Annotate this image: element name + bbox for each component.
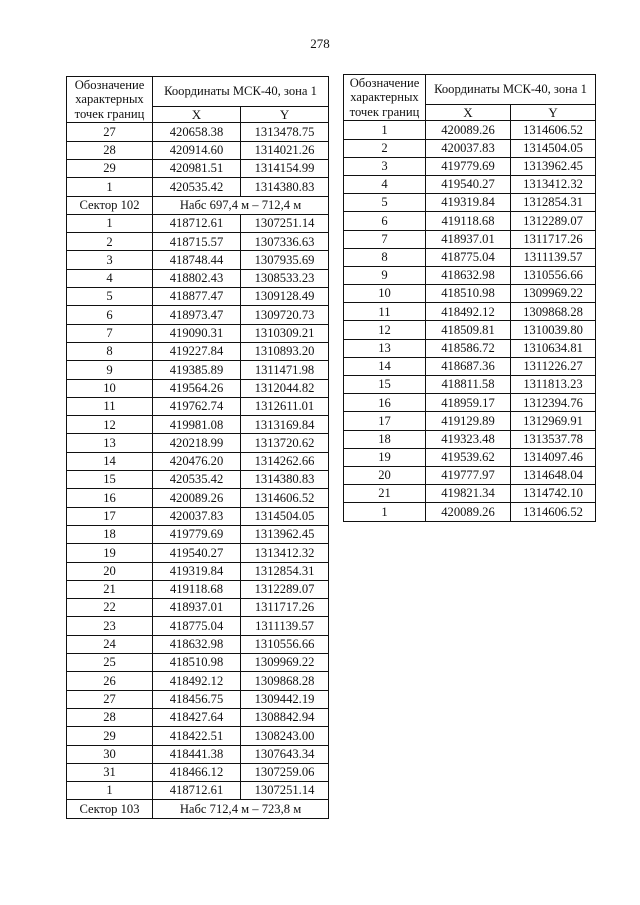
table-row [344, 139, 596, 157]
table-row [344, 194, 596, 212]
x-coordinate-cell: 420658.38 [153, 123, 241, 141]
y-coordinate-cell: 1314262.66 [241, 452, 329, 470]
table-row [344, 339, 596, 357]
point-number-cell: 7 [67, 324, 153, 342]
x-coordinate-cell: 419118.68 [426, 212, 511, 230]
y-coordinate-cell: 1310039.80 [511, 321, 596, 339]
point-number-cell: 6 [344, 212, 426, 230]
x-coordinate-cell: 419319.84 [153, 562, 241, 580]
table-row [344, 485, 596, 503]
y-coordinate-cell: 1314606.52 [241, 489, 329, 507]
point-number-cell: 1 [67, 214, 153, 232]
point-number-cell: 16 [344, 394, 426, 412]
x-coordinate-cell: 420089.26 [426, 503, 511, 521]
point-number-cell: 13 [344, 339, 426, 357]
x-column-header: X [426, 104, 511, 121]
designation-header [67, 77, 153, 123]
table-row [67, 617, 329, 635]
x-coordinate-cell: 418973.47 [153, 306, 241, 324]
coord-system-header: Координаты МСК-40, зона 1 [426, 75, 596, 105]
table-row [67, 489, 329, 507]
point-number-cell: 8 [344, 248, 426, 266]
point-number-cell: 15 [344, 376, 426, 394]
x-coordinate-cell: 418456.75 [153, 690, 241, 708]
y-coordinate-cell: 1309442.19 [241, 690, 329, 708]
point-number-cell: 21 [344, 485, 426, 503]
y-coordinate-cell: 1314097.46 [511, 448, 596, 466]
sector-height-cell: Набс 712,4 м – 723,8 м [153, 800, 329, 818]
point-number-cell: 10 [344, 285, 426, 303]
point-number-cell: 29 [67, 160, 153, 178]
table-row [67, 525, 329, 543]
table-row [67, 123, 329, 141]
designation-header-line3: точек границ [74, 106, 145, 121]
table-row [344, 121, 596, 139]
y-coordinate-cell: 1312394.76 [511, 394, 596, 412]
point-number-cell: 16 [67, 489, 153, 507]
point-number-cell: 19 [344, 448, 426, 466]
point-number-cell: 3 [344, 157, 426, 175]
x-coordinate-cell: 419227.84 [153, 342, 241, 360]
table-row [67, 306, 329, 324]
y-coordinate-cell: 1314380.83 [241, 178, 329, 196]
point-number-cell: 30 [67, 745, 153, 763]
coord-system-header: Координаты МСК-40, зона 1 [153, 77, 329, 107]
x-coordinate-cell: 419319.84 [426, 194, 511, 212]
x-coordinate-cell: 419539.62 [426, 448, 511, 466]
table-row [344, 412, 596, 430]
y-coordinate-cell: 1313962.45 [241, 525, 329, 543]
y-coordinate-cell: 1309969.22 [511, 285, 596, 303]
point-number-cell: 3 [67, 251, 153, 269]
table-row [67, 745, 329, 763]
point-number-cell: 2 [67, 233, 153, 251]
table-row [67, 727, 329, 745]
table-row [67, 342, 329, 360]
x-coordinate-cell: 418466.12 [153, 763, 241, 781]
table-row [67, 160, 329, 178]
y-coordinate-cell: 1309868.28 [511, 303, 596, 321]
x-coordinate-cell: 418586.72 [426, 339, 511, 357]
sector-height-cell: Набс 697,4 м – 712,4 м [153, 196, 329, 214]
y-coordinate-cell: 1311471.98 [241, 361, 329, 379]
table-row [67, 654, 329, 672]
x-coordinate-cell: 418422.51 [153, 727, 241, 745]
coordinates-table-right [343, 74, 596, 522]
table-row [344, 357, 596, 375]
table-row [67, 214, 329, 232]
point-number-cell: 27 [67, 123, 153, 141]
y-coordinate-cell: 1314504.05 [241, 507, 329, 525]
x-coordinate-cell: 420476.20 [153, 452, 241, 470]
table-row [67, 507, 329, 525]
x-coordinate-cell: 418632.98 [153, 635, 241, 653]
table-row [344, 230, 596, 248]
table-row [67, 471, 329, 489]
point-number-cell: 1 [67, 178, 153, 196]
y-coordinate-cell: 1312854.31 [511, 194, 596, 212]
x-coordinate-cell: 420535.42 [153, 178, 241, 196]
table-row [67, 544, 329, 562]
table-row [344, 448, 596, 466]
table-row [67, 763, 329, 781]
x-coordinate-cell: 418712.61 [153, 782, 241, 800]
point-number-cell: 23 [67, 617, 153, 635]
y-coordinate-cell: 1310634.81 [511, 339, 596, 357]
point-number-cell: 21 [67, 580, 153, 598]
x-coordinate-cell: 420914.60 [153, 141, 241, 159]
point-number-cell: 6 [67, 306, 153, 324]
point-number-cell: 18 [67, 525, 153, 543]
y-coordinate-cell: 1309720.73 [241, 306, 329, 324]
y-coordinate-cell: 1312969.91 [511, 412, 596, 430]
y-coordinate-cell: 1310556.66 [241, 635, 329, 653]
x-coordinate-cell: 418937.01 [153, 599, 241, 617]
x-coordinate-cell: 419385.89 [153, 361, 241, 379]
point-number-cell: 5 [344, 194, 426, 212]
x-coordinate-cell: 419118.68 [153, 580, 241, 598]
y-coordinate-cell: 1311139.57 [511, 248, 596, 266]
table-body-right [344, 121, 596, 521]
table-row [67, 708, 329, 726]
y-coordinate-cell: 1308243.00 [241, 727, 329, 745]
x-coordinate-cell: 419779.69 [153, 525, 241, 543]
designation-header-line1: Обозначение [349, 76, 420, 90]
table-row [344, 394, 596, 412]
y-coordinate-cell: 1313720.62 [241, 434, 329, 452]
y-column-header: Y [511, 104, 596, 121]
y-coordinate-cell: 1311813.23 [511, 376, 596, 394]
point-number-cell: 1 [344, 503, 426, 521]
point-number-cell: 13 [67, 434, 153, 452]
x-coordinate-cell: 420535.42 [153, 471, 241, 489]
y-coordinate-cell: 1314154.99 [241, 160, 329, 178]
point-number-cell: 1 [67, 782, 153, 800]
table-row [344, 303, 596, 321]
table-row [67, 288, 329, 306]
table-row [344, 503, 596, 521]
table-row [67, 434, 329, 452]
x-coordinate-cell: 419779.69 [426, 157, 511, 175]
point-number-cell: 14 [67, 452, 153, 470]
table-row [67, 562, 329, 580]
point-number-cell: 26 [67, 672, 153, 690]
point-number-cell: 20 [67, 562, 153, 580]
designation-header [344, 75, 426, 121]
y-coordinate-cell: 1311139.57 [241, 617, 329, 635]
point-number-cell: 20 [344, 466, 426, 484]
point-number-cell: 11 [344, 303, 426, 321]
table-row [67, 416, 329, 434]
table-row [344, 248, 596, 266]
table-row [344, 212, 596, 230]
x-coordinate-cell: 418802.43 [153, 269, 241, 287]
table-row [344, 376, 596, 394]
x-coordinate-cell: 418687.36 [426, 357, 511, 375]
point-number-cell: 28 [67, 141, 153, 159]
y-coordinate-cell: 1314606.52 [511, 121, 596, 139]
table-row [344, 466, 596, 484]
y-coordinate-cell: 1307251.14 [241, 782, 329, 800]
point-number-cell: 15 [67, 471, 153, 489]
x-coordinate-cell: 418712.61 [153, 214, 241, 232]
point-number-cell: 28 [67, 708, 153, 726]
x-coordinate-cell: 418877.47 [153, 288, 241, 306]
point-number-cell: 1 [344, 121, 426, 139]
table-row [344, 157, 596, 175]
table-row [67, 379, 329, 397]
x-coordinate-cell: 419323.48 [426, 430, 511, 448]
x-coordinate-cell: 418510.98 [153, 654, 241, 672]
x-coordinate-cell: 418427.64 [153, 708, 241, 726]
x-coordinate-cell: 420981.51 [153, 160, 241, 178]
sector-row [67, 196, 329, 214]
table-row [67, 361, 329, 379]
y-coordinate-cell: 1310893.20 [241, 342, 329, 360]
table-row [67, 452, 329, 470]
table-row [344, 430, 596, 448]
point-number-cell: 9 [344, 266, 426, 284]
y-coordinate-cell: 1312854.31 [241, 562, 329, 580]
point-number-cell: 4 [344, 175, 426, 193]
x-coordinate-cell: 420089.26 [153, 489, 241, 507]
table-row [67, 324, 329, 342]
designation-header-line2: характерных [350, 90, 419, 105]
point-number-cell: 22 [67, 599, 153, 617]
y-coordinate-cell: 1313478.75 [241, 123, 329, 141]
y-coordinate-cell: 1312611.01 [241, 397, 329, 415]
y-coordinate-cell: 1307336.63 [241, 233, 329, 251]
point-number-cell: 12 [67, 416, 153, 434]
table-row [67, 635, 329, 653]
y-coordinate-cell: 1312289.07 [241, 580, 329, 598]
x-coordinate-cell: 420037.83 [426, 139, 511, 157]
table-row [67, 269, 329, 287]
designation-header-line3: точек границ [349, 104, 420, 119]
point-number-cell: 7 [344, 230, 426, 248]
point-number-cell: 18 [344, 430, 426, 448]
x-coordinate-cell: 419090.31 [153, 324, 241, 342]
x-coordinate-cell: 418492.12 [153, 672, 241, 690]
y-coordinate-cell: 1311717.26 [241, 599, 329, 617]
x-coordinate-cell: 418811.58 [426, 376, 511, 394]
x-coordinate-cell: 418775.04 [426, 248, 511, 266]
x-coordinate-cell: 418715.57 [153, 233, 241, 251]
point-number-cell: 17 [67, 507, 153, 525]
y-coordinate-cell: 1309969.22 [241, 654, 329, 672]
y-coordinate-cell: 1309868.28 [241, 672, 329, 690]
table-row [344, 321, 596, 339]
y-coordinate-cell: 1310309.21 [241, 324, 329, 342]
x-coordinate-cell: 420218.99 [153, 434, 241, 452]
designation-header-line1: Обозначение [74, 78, 145, 92]
y-coordinate-cell: 1313962.45 [511, 157, 596, 175]
page-number: 278 [310, 36, 330, 51]
x-coordinate-cell: 419981.08 [153, 416, 241, 434]
x-coordinate-cell: 420037.83 [153, 507, 241, 525]
table-row [67, 782, 329, 800]
y-coordinate-cell: 1307643.34 [241, 745, 329, 763]
y-coordinate-cell: 1314648.04 [511, 466, 596, 484]
x-coordinate-cell: 418959.17 [426, 394, 511, 412]
table-row [344, 175, 596, 193]
x-coordinate-cell: 419564.26 [153, 379, 241, 397]
y-coordinate-cell: 1307935.69 [241, 251, 329, 269]
x-coordinate-cell: 418441.38 [153, 745, 241, 763]
x-coordinate-cell: 418632.98 [426, 266, 511, 284]
y-coordinate-cell: 1308842.94 [241, 708, 329, 726]
point-number-cell: 17 [344, 412, 426, 430]
x-coordinate-cell: 419777.97 [426, 466, 511, 484]
x-coordinate-cell: 420089.26 [426, 121, 511, 139]
y-coordinate-cell: 1307259.06 [241, 763, 329, 781]
point-number-cell: 4 [67, 269, 153, 287]
y-coordinate-cell: 1314380.83 [241, 471, 329, 489]
x-coordinate-cell: 419540.27 [426, 175, 511, 193]
x-column-header: X [153, 106, 241, 123]
y-coordinate-cell: 1313412.32 [241, 544, 329, 562]
y-coordinate-cell: 1314021.26 [241, 141, 329, 159]
y-coordinate-cell: 1309128.49 [241, 288, 329, 306]
point-number-cell: 2 [344, 139, 426, 157]
point-number-cell: 10 [67, 379, 153, 397]
x-coordinate-cell: 418775.04 [153, 617, 241, 635]
x-coordinate-cell: 419821.34 [426, 485, 511, 503]
table-row [67, 251, 329, 269]
point-number-cell: 8 [67, 342, 153, 360]
table-row [67, 599, 329, 617]
coordinates-table-left [66, 76, 329, 819]
sector-name-cell: Сектор 102 [67, 196, 153, 214]
point-number-cell: 29 [67, 727, 153, 745]
point-number-cell: 25 [67, 654, 153, 672]
table-row [344, 285, 596, 303]
table-row [67, 141, 329, 159]
point-number-cell: 14 [344, 357, 426, 375]
y-coordinate-cell: 1311226.27 [511, 357, 596, 375]
point-number-cell: 19 [67, 544, 153, 562]
table-row [67, 233, 329, 251]
table-row [67, 580, 329, 598]
x-coordinate-cell: 419129.89 [426, 412, 511, 430]
table-row [344, 266, 596, 284]
x-coordinate-cell: 418748.44 [153, 251, 241, 269]
point-number-cell: 9 [67, 361, 153, 379]
y-coordinate-cell: 1313537.78 [511, 430, 596, 448]
x-coordinate-cell: 418937.01 [426, 230, 511, 248]
sector-row [67, 800, 329, 818]
table-row [67, 178, 329, 196]
x-coordinate-cell: 418510.98 [426, 285, 511, 303]
designation-header-line2: характерных [75, 92, 144, 107]
y-coordinate-cell: 1314742.10 [511, 485, 596, 503]
y-column-header: Y [241, 106, 329, 123]
point-number-cell: 11 [67, 397, 153, 415]
y-coordinate-cell: 1312044.82 [241, 379, 329, 397]
point-number-cell: 5 [67, 288, 153, 306]
table-row [67, 672, 329, 690]
y-coordinate-cell: 1311717.26 [511, 230, 596, 248]
x-coordinate-cell: 419540.27 [153, 544, 241, 562]
x-coordinate-cell: 418492.12 [426, 303, 511, 321]
table-row [67, 397, 329, 415]
y-coordinate-cell: 1313412.32 [511, 175, 596, 193]
point-number-cell: 24 [67, 635, 153, 653]
x-coordinate-cell: 418509.81 [426, 321, 511, 339]
y-coordinate-cell: 1312289.07 [511, 212, 596, 230]
y-coordinate-cell: 1314504.05 [511, 139, 596, 157]
y-coordinate-cell: 1308533.23 [241, 269, 329, 287]
y-coordinate-cell: 1314606.52 [511, 503, 596, 521]
table-body-left [67, 123, 329, 818]
x-coordinate-cell: 419762.74 [153, 397, 241, 415]
y-coordinate-cell: 1310556.66 [511, 266, 596, 284]
y-coordinate-cell: 1307251.14 [241, 214, 329, 232]
point-number-cell: 12 [344, 321, 426, 339]
table-row [67, 690, 329, 708]
sector-name-cell: Сектор 103 [67, 800, 153, 818]
y-coordinate-cell: 1313169.84 [241, 416, 329, 434]
point-number-cell: 27 [67, 690, 153, 708]
point-number-cell: 31 [67, 763, 153, 781]
